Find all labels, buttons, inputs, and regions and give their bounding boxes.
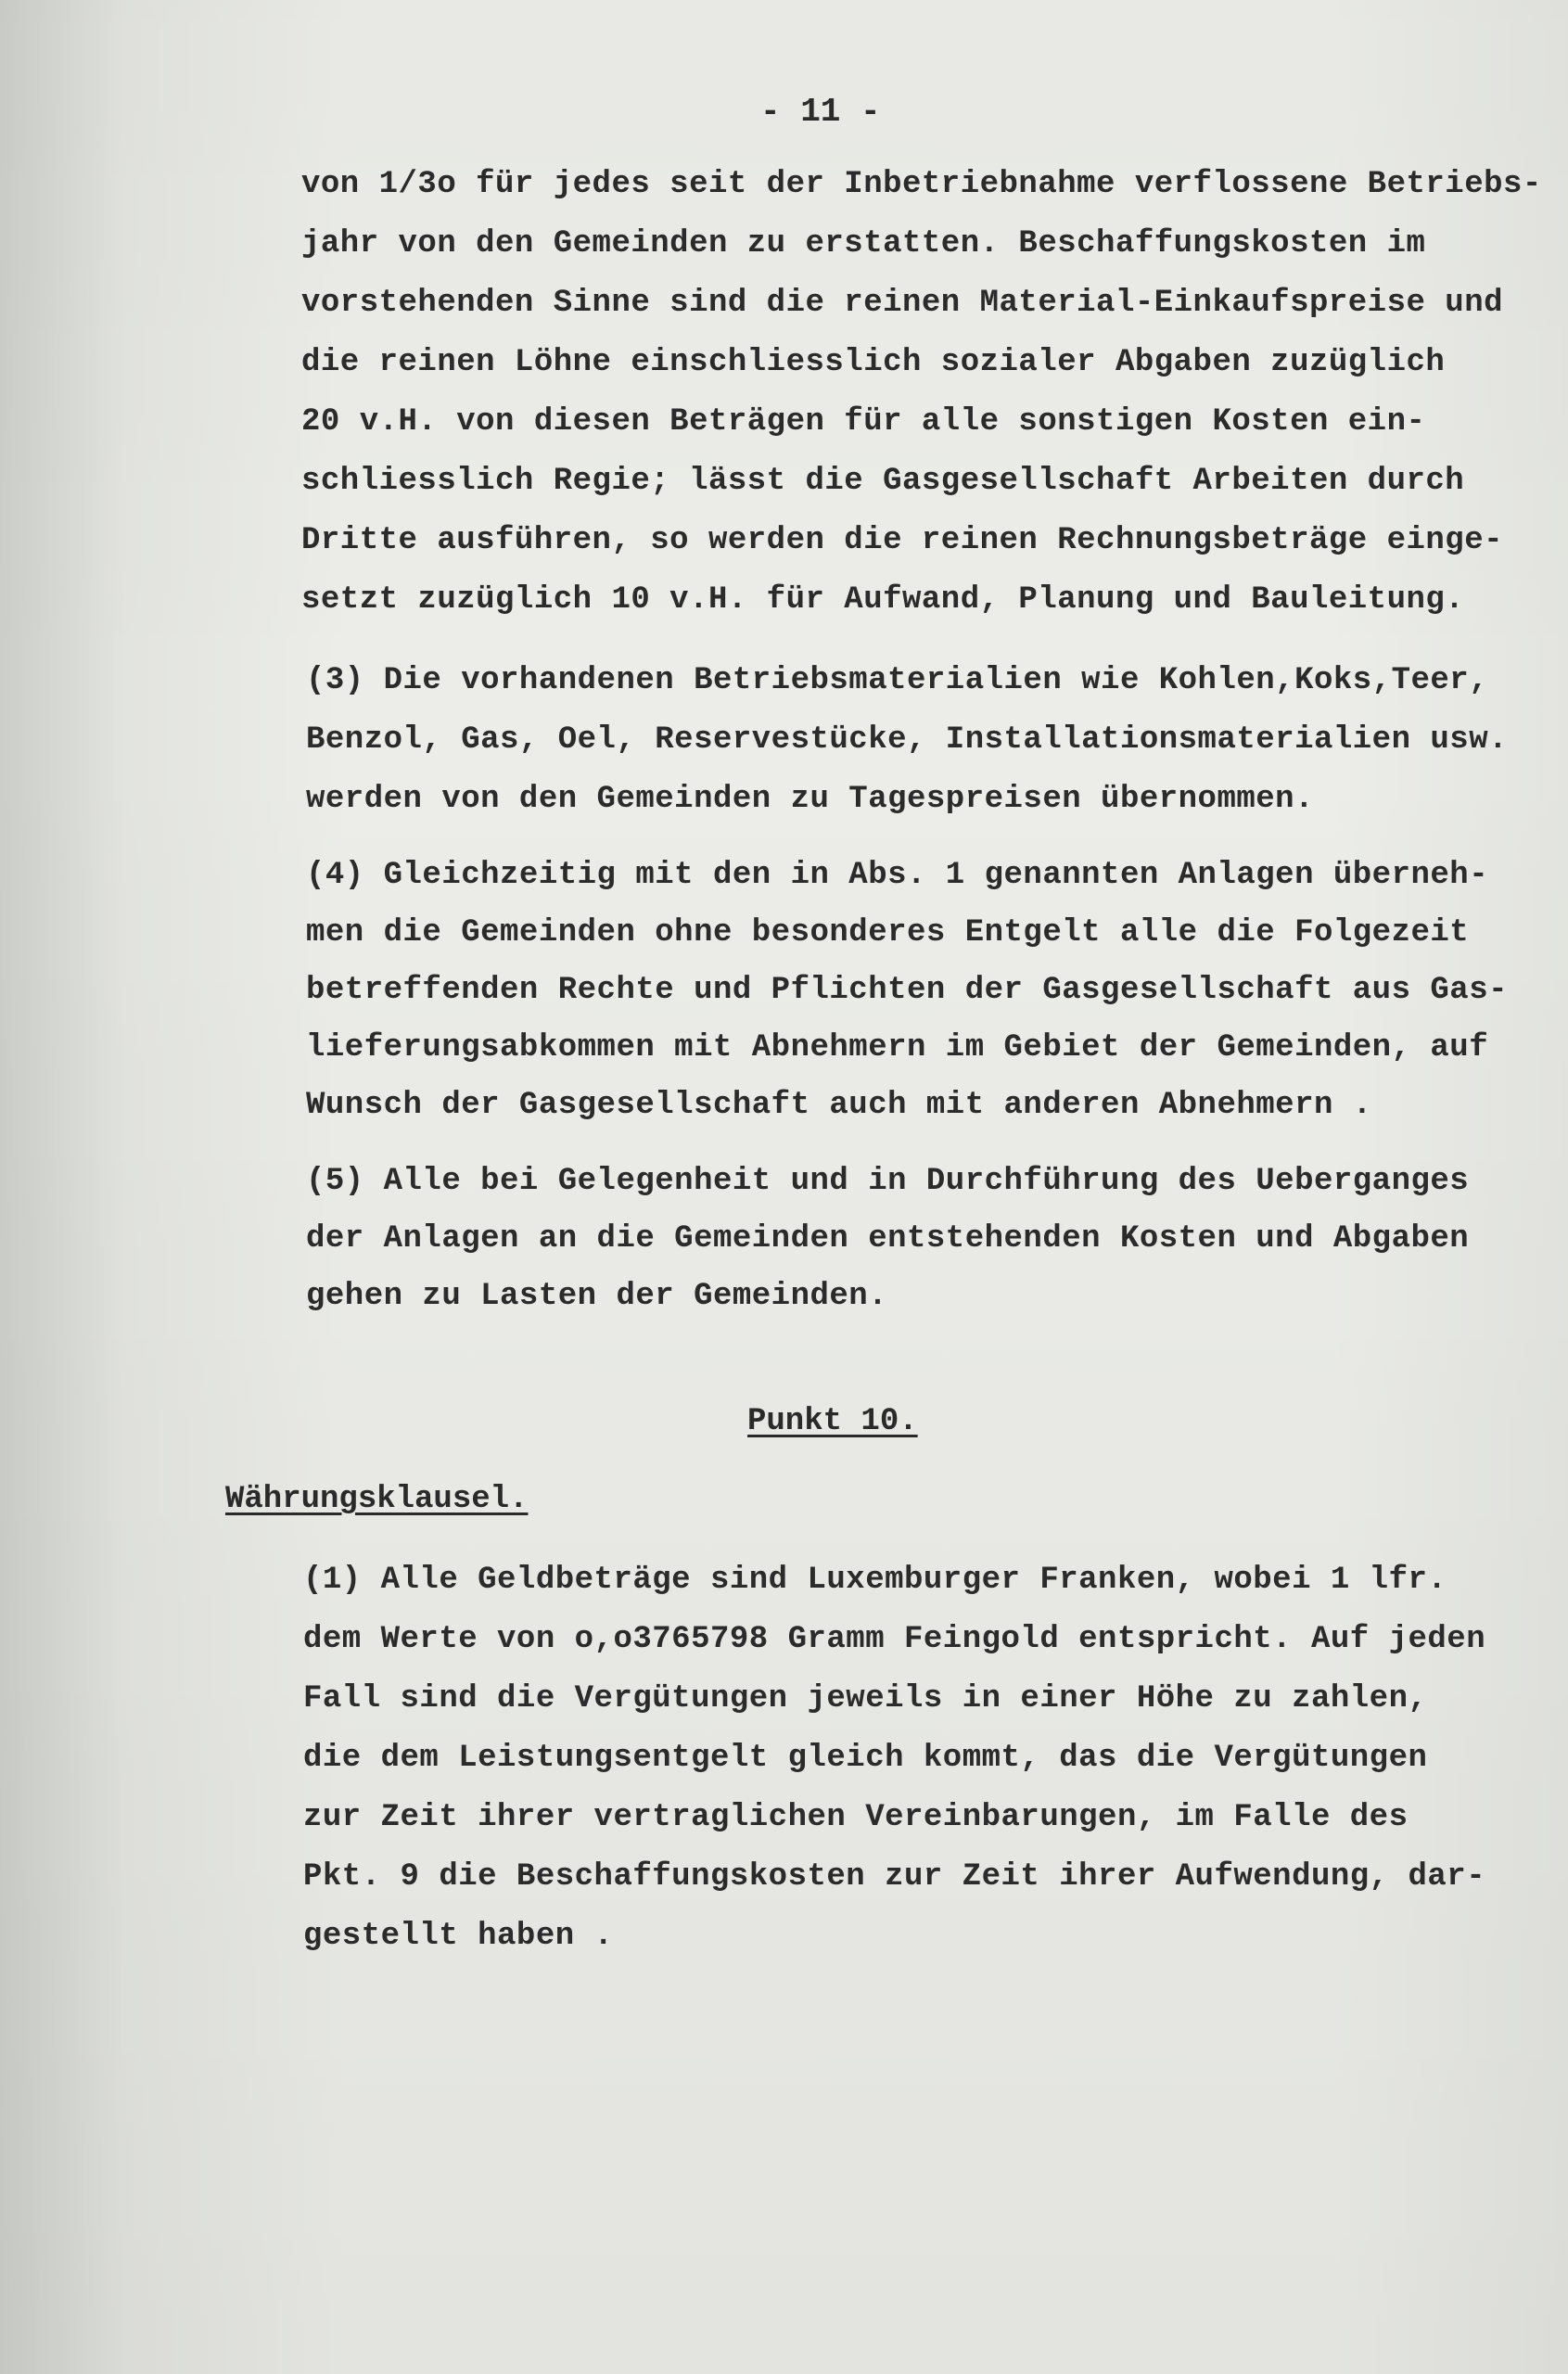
text-line: die dem Leistungsentgelt gleich kommt, das die Vergütungen <box>303 1741 1428 1776</box>
text-line: (1) Alle Geldbeträge sind Luxemburger Franken, wobei 1 lfr. <box>303 1563 1447 1598</box>
page-number: - 11 - <box>760 93 881 131</box>
text-line: dem Werte von o,o3765798 Gramm Feingold entspricht. Auf jeden <box>303 1622 1486 1657</box>
text-line: jahr von den Gemeinden zu erstatten. Beschaffungskosten im <box>301 226 1426 262</box>
text-line: von 1/3o für jedes seit der Inbetriebnahme verflossene Betriebs- <box>301 167 1542 202</box>
text-line: Benzol, Gas, Oel, Reservestücke, Installationsmaterialien usw. <box>306 722 1509 758</box>
text-line: men die Gemeinden ohne besonderes Entgelt alle die Folgezeit <box>306 915 1470 951</box>
text-line: 20 v.H. von diesen Beträgen für alle sonstigen Kosten ein- <box>301 404 1426 440</box>
text-line: (5) Alle bei Gelegenheit und in Durchführung des Ueberganges <box>306 1164 1470 1199</box>
punkt-heading: Punkt 10. <box>747 1404 918 1439</box>
text-line: setzt zuzüglich 10 v.H. für Aufwand, Planung und Bauleitung. <box>301 582 1465 618</box>
text-line: lieferungsabkommen mit Abnehmern im Gebiet der Gemeinden, auf <box>306 1030 1489 1066</box>
text-line: betreffenden Rechte und Pflichten der Gasgesellschaft aus Gas- <box>306 973 1509 1008</box>
text-line: Wunsch der Gasgesellschaft auch mit anderen Abnehmern . <box>306 1088 1372 1123</box>
text-line: zur Zeit ihrer vertraglichen Vereinbarungen, im Falle des <box>303 1800 1409 1835</box>
text-line: gestellt haben . <box>303 1919 614 1954</box>
text-line: die reinen Löhne einschliesslich sozialer Abgaben zuzüglich <box>301 345 1446 380</box>
text-line: Dritte ausführen, so werden die reinen Rechnungsbeträge einge- <box>301 523 1504 558</box>
text-line: vorstehenden Sinne sind die reinen Material-Einkaufspreise und <box>301 286 1504 321</box>
text-line: der Anlagen an die Gemeinden entstehenden Kosten und Abgaben <box>306 1221 1470 1257</box>
text-line: Pkt. 9 die Beschaffungskosten zur Zeit ihrer Aufwendung, dar- <box>303 1859 1486 1895</box>
text-line: (3) Die vorhandenen Betriebsmaterialien wie Kohlen,Koks,Teer, <box>306 663 1489 698</box>
text-line: schliesslich Regie; lässt die Gasgesellschaft Arbeiten durch <box>301 464 1465 499</box>
text-line: werden von den Gemeinden zu Tagespreisen übernommen. <box>306 782 1314 817</box>
text-line: gehen zu Lasten der Gemeinden. <box>306 1279 888 1314</box>
text-line: Fall sind die Vergütungen jeweils in einer Höhe zu zahlen, <box>303 1681 1428 1717</box>
text-line: (4) Gleichzeitig mit den in Abs. 1 genannten Anlagen überneh- <box>306 858 1489 893</box>
section-heading: Währungsklausel. <box>225 1482 529 1517</box>
